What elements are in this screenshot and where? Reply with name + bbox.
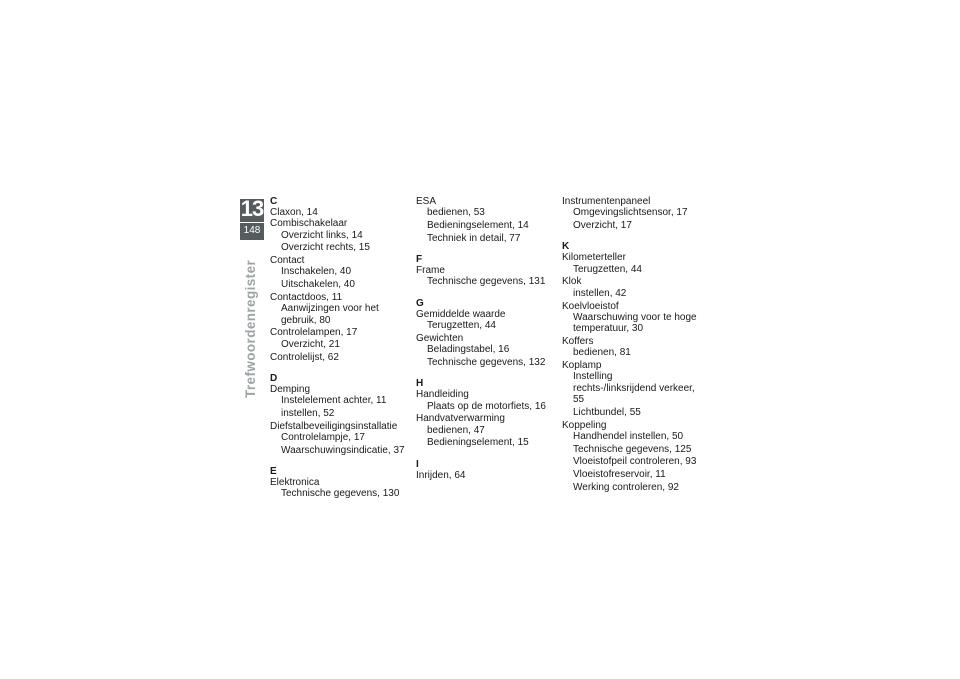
index-subentry: Omgevingslichtsensor, 17 bbox=[573, 207, 688, 219]
index-subentry: Plaats op de motorfiets, 16 bbox=[427, 400, 546, 412]
index-subentries bbox=[270, 395, 405, 419]
index-letter-heading: H bbox=[416, 378, 424, 390]
index-subentry: instellen, 52 bbox=[281, 407, 335, 419]
index-subentry: Technische gegevens, 132 bbox=[427, 356, 546, 368]
index-entry: Handleiding bbox=[416, 389, 469, 401]
index-subentries bbox=[416, 207, 551, 244]
index-subentry: Bedieningselement, 15 bbox=[427, 437, 529, 449]
index-entry: Gemiddelde waarde bbox=[416, 308, 506, 320]
index-subentry: Beladingstabel, 16 bbox=[427, 344, 510, 356]
index-entry: Koplamp bbox=[562, 360, 602, 372]
index-entry: Koppeling bbox=[562, 419, 607, 431]
index-entry: Controlelampen, 17 bbox=[270, 327, 358, 339]
index-subentry: Instelelement achter, 11 bbox=[281, 395, 387, 407]
index-subentry: Werking controleren, 92 bbox=[573, 482, 679, 494]
index-entry: ESA bbox=[416, 196, 437, 207]
index-subentry: bedienen, 81 bbox=[573, 347, 631, 359]
index-subentry: Overzicht links, 14 bbox=[281, 229, 363, 241]
index-subentries bbox=[270, 432, 405, 456]
index-subentries bbox=[562, 347, 697, 358]
page-number: 148 bbox=[243, 225, 261, 236]
index-column-2 bbox=[416, 196, 551, 481]
index-subentries bbox=[270, 303, 405, 326]
chapter-number: 13 bbox=[240, 196, 264, 221]
index-entry: Handvatverwarming bbox=[416, 413, 505, 425]
index-column-1 bbox=[270, 196, 405, 501]
index-entry: Claxon, 14 bbox=[270, 207, 318, 218]
index-subentries bbox=[562, 288, 697, 299]
index-entry: Elektronica bbox=[270, 477, 320, 489]
index-subentry: Waarschuwing voor te hoge temperatuur, 30 bbox=[573, 311, 697, 335]
index-letter-heading: D bbox=[270, 372, 278, 384]
index-subentry: Technische gegevens, 131 bbox=[427, 276, 546, 288]
index-subentry: Waarschuwingsindicatie, 37 bbox=[281, 444, 405, 456]
index-entry: Koffers bbox=[562, 335, 594, 347]
index-subentry: Overzicht rechts, 15 bbox=[281, 242, 370, 254]
index-subentries bbox=[270, 266, 405, 290]
index-letter-heading: E bbox=[270, 466, 277, 478]
index-letter-heading: G bbox=[416, 297, 424, 309]
index-letter-heading: K bbox=[562, 241, 570, 253]
index-subentry: Inschakelen, 40 bbox=[281, 266, 352, 278]
chapter-divider bbox=[240, 222, 264, 223]
index-entry: Klok bbox=[562, 276, 582, 288]
index-subentry: Technische gegevens, 130 bbox=[281, 488, 400, 500]
index-subentries bbox=[562, 371, 697, 418]
index-subentries bbox=[270, 488, 405, 499]
index-entry: Koelvloeistof bbox=[562, 300, 619, 312]
index-entry: Demping bbox=[270, 383, 311, 395]
index-subentry: Bedieningselement, 14 bbox=[427, 220, 529, 232]
index-subentry: Aanwijzingen voor het gebruik, 80 bbox=[281, 303, 379, 326]
chapter-tab bbox=[240, 196, 264, 240]
index-entry: Frame bbox=[416, 265, 445, 277]
index-subentry: Terugzetten, 44 bbox=[427, 320, 496, 332]
index-subentries bbox=[562, 264, 697, 275]
index-subentry: Overzicht, 17 bbox=[573, 220, 632, 232]
index-entry: Controlelijst, 62 bbox=[270, 351, 339, 363]
index-subentry: Techniek in detail, 77 bbox=[427, 232, 521, 244]
index-subentries bbox=[416, 425, 551, 449]
index-letter-heading: F bbox=[416, 254, 423, 266]
index-subentry: Technische gegevens, 125 bbox=[573, 443, 692, 455]
index-subentry: Controlelampje, 17 bbox=[281, 432, 365, 444]
index-entry: Gewichten bbox=[416, 332, 464, 344]
index-subentries bbox=[416, 320, 551, 331]
index-subentry: Vloeistofpeil controleren, 93 bbox=[573, 456, 697, 468]
index-entry: Diefstalbeveiligingsinstallatie bbox=[270, 420, 398, 432]
chapter-title: Trefwoordenregister bbox=[243, 259, 258, 398]
index-subentries bbox=[416, 276, 551, 287]
index-subentry: Lichtbundel, 55 bbox=[573, 406, 641, 418]
index-entry: Instrumentenpaneel bbox=[562, 196, 651, 207]
index-entry: Contact bbox=[270, 255, 305, 267]
index-subentry: instellen, 42 bbox=[573, 287, 627, 299]
index-column-3 bbox=[562, 196, 697, 495]
index-subentries bbox=[416, 401, 551, 412]
index-subentry: Vloeistofreservoir, 11 bbox=[573, 469, 666, 481]
index-letter-heading: C bbox=[270, 196, 278, 207]
index-subentries bbox=[562, 312, 697, 335]
index-entry: Combischakelaar bbox=[270, 218, 348, 230]
index-subentry: bedienen, 47 bbox=[427, 424, 485, 436]
index-entry: Inrijden, 64 bbox=[416, 469, 466, 481]
index-subentry: Terugzetten, 44 bbox=[573, 263, 642, 275]
index-subentry: Overzicht, 21 bbox=[281, 338, 340, 350]
index-entry: Contactdoos, 11 bbox=[270, 292, 343, 304]
index-subentries bbox=[562, 207, 697, 231]
index-subentries bbox=[416, 344, 551, 368]
index-subentries bbox=[270, 230, 405, 254]
index-subentry: bedienen, 53 bbox=[427, 207, 485, 219]
index-subentry: Handhendel instellen, 50 bbox=[573, 430, 684, 442]
index-subentry: Uitschakelen, 40 bbox=[281, 279, 355, 291]
index-entry: Kilometerteller bbox=[562, 252, 626, 264]
index-letter-heading: I bbox=[416, 458, 419, 470]
index-subentries bbox=[270, 339, 405, 350]
index-subentry: Instelling rechts-/linksrijdend verkeer, 55 bbox=[573, 371, 695, 405]
index-subentries bbox=[562, 431, 697, 493]
